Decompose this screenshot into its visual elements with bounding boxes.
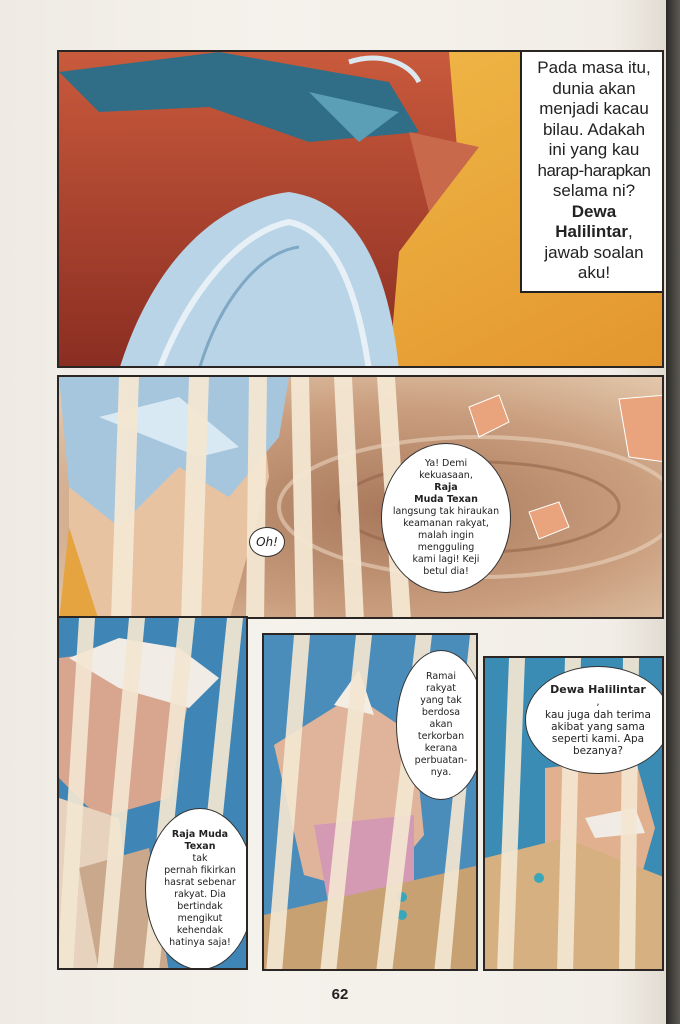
caption-line: Pada masa itu, — [537, 58, 651, 77]
speech-bold-line: Muda Texan — [414, 494, 478, 505]
speech-line: kekuasaan, — [419, 470, 473, 481]
speech-line: perbuatan- — [414, 755, 468, 766]
speech-line: berdosa — [421, 707, 461, 718]
speech-bubble — [145, 808, 248, 970]
speech-line-group — [419, 470, 473, 494]
speech-line: yang tak — [420, 695, 462, 706]
speech-line: kami lagi! Keji — [412, 554, 480, 565]
panel-5 — [483, 656, 664, 971]
caption-comma: , — [628, 222, 633, 241]
speech-line: rakyat. Dia — [174, 889, 226, 900]
speech-line: mengikut — [177, 913, 223, 924]
speech-line: nya. — [430, 767, 452, 778]
speech-bold-line: Dewa Halilintar — [550, 682, 646, 696]
caption-line: selama ni? — [552, 181, 636, 200]
speech-bubble — [396, 650, 478, 800]
speech-line: Ramai — [426, 671, 456, 682]
speech-line: bezanya? — [573, 744, 623, 757]
speech-line-group — [550, 684, 646, 709]
caption-line: harap-harapkan — [537, 160, 651, 180]
speech-bold-line: Texan — [184, 841, 216, 852]
speech-bubble — [381, 443, 511, 593]
speech-line: kerana — [424, 743, 458, 754]
speech-line: akan — [429, 719, 453, 730]
sfx-oh-bubble — [249, 527, 285, 557]
speech-line-group — [185, 841, 216, 865]
page-number: 62 — [331, 986, 349, 1003]
speech-line: kau juga dah terima — [545, 708, 651, 721]
speech-line: langsung tak hiraukan — [392, 506, 500, 517]
caption-line: dunia akan — [552, 78, 636, 98]
speech-line: malah ingin — [418, 530, 474, 541]
speech-line: hatinya saja! — [169, 937, 231, 948]
caption-bold-line: Dewa — [571, 201, 617, 221]
cage-bars — [59, 377, 664, 619]
speech-line: seperti kami. Apa — [551, 732, 645, 745]
book-spine — [666, 0, 680, 1024]
narration-caption — [520, 50, 664, 293]
speech-line: kehendak — [176, 925, 224, 936]
caption-line: aku! — [577, 263, 611, 282]
speech-line: keamanan rakyat, — [403, 518, 489, 529]
caption-line: ini yang kau — [548, 140, 640, 159]
speech-line: rakyat — [425, 683, 457, 694]
speech-line: terkorban — [417, 731, 465, 742]
speech-bubble — [525, 666, 664, 774]
panel-4 — [262, 633, 478, 971]
speech-line: Ya! Demi — [424, 458, 468, 469]
speech-comma: , — [596, 696, 600, 708]
speech-line: akibat yang sama — [551, 720, 645, 733]
panel-2 — [57, 375, 664, 619]
speech-bold-line: Raja — [434, 482, 458, 493]
speech-line: mengguling — [417, 542, 475, 553]
caption-line: bilau. Adakah — [542, 119, 646, 139]
speech-line: hasrat sebenar — [164, 877, 236, 888]
speech-line: bertindak — [177, 901, 223, 912]
sfx-text: Oh! — [256, 535, 278, 549]
panel-1 — [57, 50, 664, 368]
speech-line: betul dia! — [423, 566, 469, 577]
speech-line: pernah fikirkan — [164, 865, 236, 876]
speech-line: tak — [192, 853, 208, 864]
caption-line: jawab soalan — [544, 242, 644, 262]
panel-3 — [57, 616, 248, 970]
caption-line: menjadi kacau — [539, 99, 649, 118]
speech-bold-line: Raja Muda — [171, 829, 229, 840]
caption-line-group — [526, 222, 662, 243]
caption-bold-line: Halilintar — [555, 222, 628, 241]
